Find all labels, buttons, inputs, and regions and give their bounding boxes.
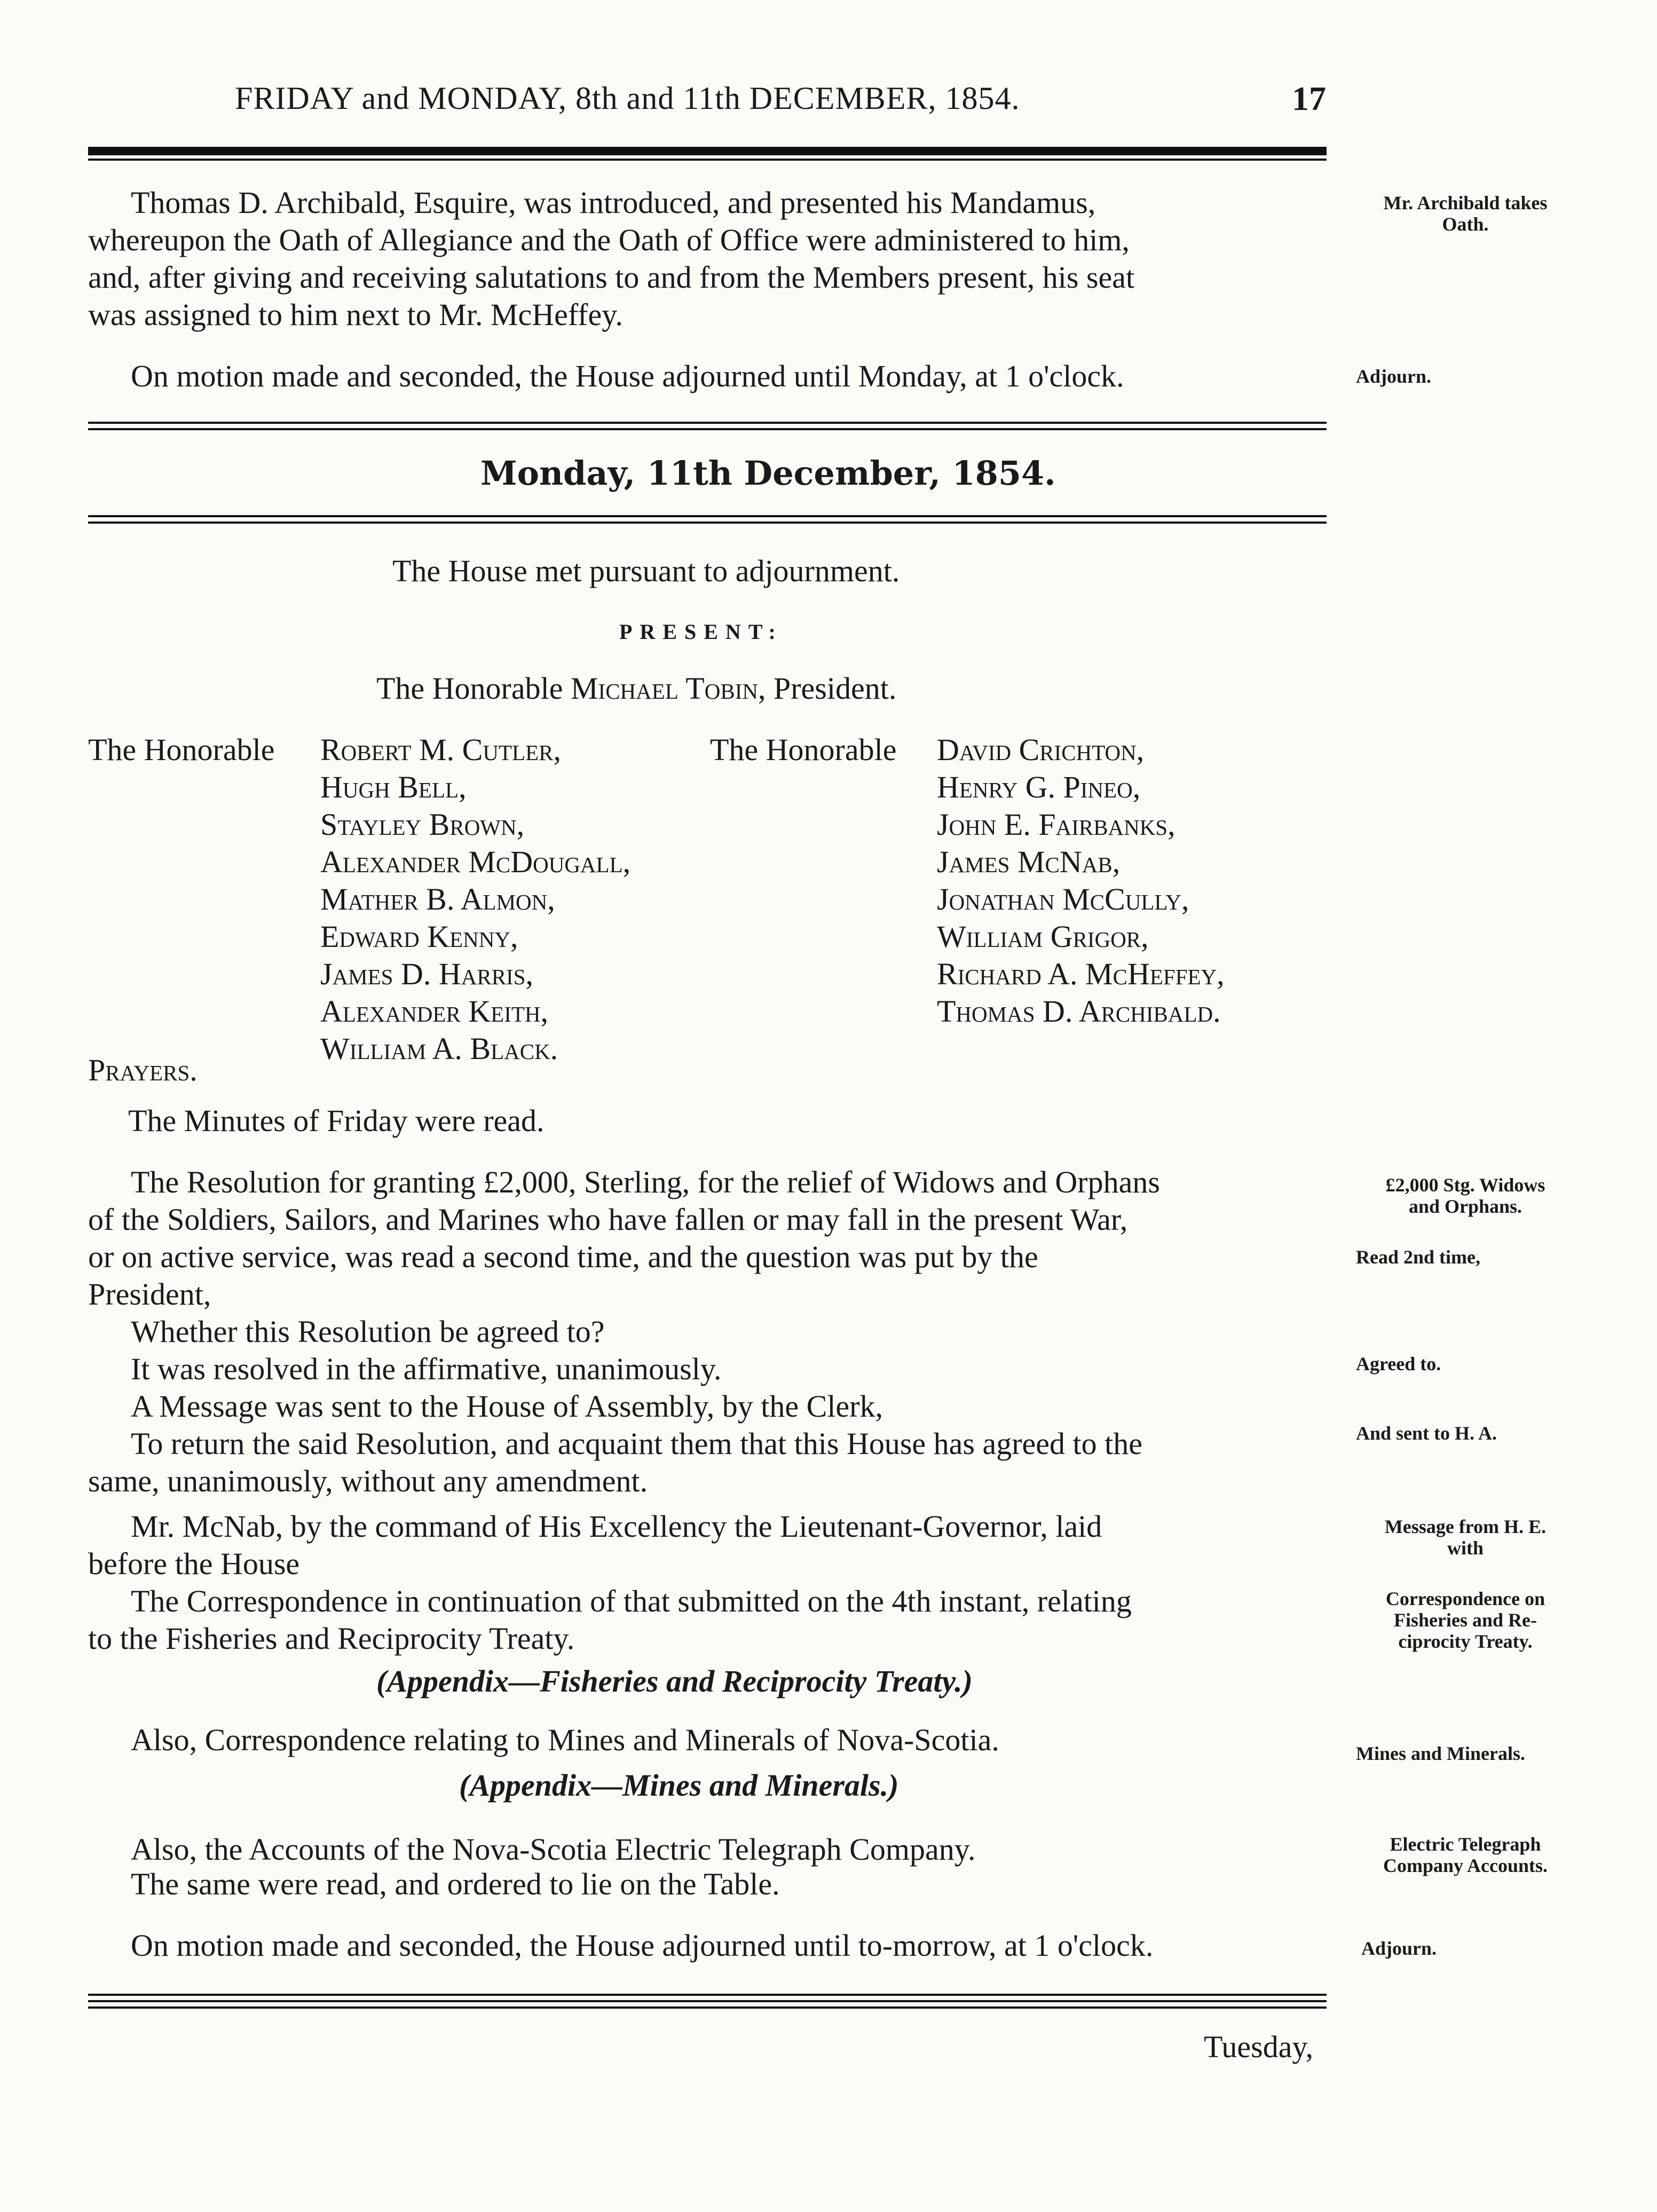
paragraph-line: To return the said Resolution, and acquaint them that this House has agreed to the <box>131 1426 1142 1461</box>
paragraph-line: was assigned to him next to Mr. McHeffey. <box>88 297 623 332</box>
also-mines-text: Also, Correspondence relating to Mines and Minerals of Nova-Scotia. <box>131 1723 999 1757</box>
margin-note-archibald <box>1345 192 1585 235</box>
paragraph-line: President, <box>88 1277 211 1312</box>
margin-note-line: Oath. <box>1442 214 1489 235</box>
margin-note-telegraph <box>1345 1834 1585 1876</box>
member-name: Thomas D. Archibald. <box>937 994 1221 1029</box>
date-heading: Monday, 11th December, 1854. <box>480 454 1056 493</box>
margin-note-read-2nd: Read 2nd time, <box>1356 1246 1480 1268</box>
message-paragraph <box>88 1508 1332 1657</box>
paragraph-line: before the House <box>88 1546 300 1581</box>
footer-rule <box>88 2006 1327 2009</box>
margin-note-widows <box>1345 1174 1585 1217</box>
section-rule <box>88 515 1327 517</box>
paragraph-line: The Correspondence in continuation of that submitted on the 4th instant, relating <box>131 1584 1132 1618</box>
member-name: William A. Black. <box>320 1031 558 1066</box>
president-line <box>376 670 896 707</box>
paragraph-line: It was resolved in the affirmative, unanimously. <box>131 1352 722 1386</box>
honorable-prefix-left: The Honorable <box>88 732 275 767</box>
paragraph-line: of the Soldiers, Sailors, and Marines who have fallen or may fall in the present War, <box>88 1202 1128 1237</box>
paragraph-line: A Message was sent to the House of Assembly, by the Clerk, <box>131 1389 883 1424</box>
margin-note-line: Fisheries and Re- <box>1394 1609 1537 1631</box>
margin-note-line: and Orphans. <box>1408 1196 1522 1217</box>
page-number: 17 <box>1292 80 1326 117</box>
adjourn-motion-1: On motion made and seconded, the House adjourned until Monday, at 1 o'clock. <box>131 359 1124 393</box>
header-rule-thin <box>88 159 1327 161</box>
paragraph-line: or on active service, was read a second time, and the question was put by the <box>88 1239 1038 1274</box>
member-name: John E. Fairbanks, <box>937 807 1175 842</box>
president-name: Michael Tobin <box>570 671 758 706</box>
member-name: Alexander Keith, <box>320 994 549 1029</box>
margin-note-message <box>1345 1516 1585 1559</box>
prayers-label: Prayers. <box>88 1053 198 1087</box>
paragraph-line: same, unanimously, without any amendment. <box>88 1464 648 1498</box>
member-name: Richard A. McHeffey, <box>937 957 1225 991</box>
margin-note-sent: And sent to H. A. <box>1356 1423 1497 1444</box>
margin-note-line: Mr. Archibald takes <box>1383 192 1548 214</box>
archibald-paragraph <box>88 184 1332 334</box>
member-name: Robert M. Cutler, <box>320 732 561 767</box>
also-telegraph-text: Also, the Accounts of the Nova-Scotia Electric Telegraph Company. <box>131 1832 976 1867</box>
section-rule <box>88 428 1327 430</box>
paragraph-line: Whether this Resolution be agreed to? <box>131 1314 605 1349</box>
margin-note-line: Correspondence on <box>1385 1588 1545 1609</box>
appendix-mines: (Appendix—Mines and Minerals.) <box>459 1768 899 1803</box>
paragraph-line: Thomas D. Archibald, Esquire, was introduced, and presented his Mandamus, <box>131 185 1096 220</box>
margin-note-adjourn-1: Adjourn. <box>1356 366 1432 387</box>
member-name: David Crichton, <box>937 732 1145 767</box>
minutes-read: The Minutes of Friday were read. <box>128 1103 545 1138</box>
section-rule <box>88 522 1327 524</box>
margin-note-correspondence <box>1345 1588 1585 1652</box>
margin-note-line: Company Accounts. <box>1383 1855 1548 1876</box>
member-name: Alexander McDougall, <box>320 844 631 879</box>
members-left-column <box>320 731 630 1068</box>
house-met-text: The House met pursuant to adjournment. <box>392 554 900 588</box>
member-name: James D. Harris, <box>320 957 534 991</box>
honorable-prefix-right: The Honorable <box>710 732 897 767</box>
paragraph-line: and, after giving and receiving salutations to and from the Members present, his seat <box>88 260 1135 295</box>
header-rule-thick <box>88 147 1327 155</box>
margin-note-line: Electric Telegraph <box>1390 1834 1541 1855</box>
member-name: James McNab, <box>937 844 1121 879</box>
honorific: The Honorable <box>376 671 563 706</box>
resolution-paragraph <box>88 1164 1332 1500</box>
member-name: Stayley Brown, <box>320 807 525 842</box>
paragraph-line: The Resolution for granting £2,000, Sterling, for the relief of Widows and Orphans <box>131 1165 1160 1199</box>
margin-note-line: with <box>1447 1537 1484 1559</box>
paragraph-line: whereupon the Oath of Allegiance and the Oath of Office were administered to him, <box>88 223 1130 257</box>
adjourn-motion-2: On motion made and seconded, the House adjourned until to-morrow, at 1 o'clock. <box>131 1928 1154 1963</box>
footer-rule <box>88 1994 1327 1996</box>
running-head: FRIDAY and MONDAY, 8th and 11th DECEMBER, 1854. <box>235 81 1020 116</box>
members-right-column <box>937 731 1225 1030</box>
present-label: PRESENT: <box>619 620 783 644</box>
member-name: Jonathan McCully, <box>937 882 1189 917</box>
member-name: Henry G. Pineo, <box>937 770 1141 804</box>
margin-note-adjourn-2: Adjourn. <box>1361 1938 1437 1959</box>
member-name: William Grigor, <box>937 919 1149 954</box>
paragraph-line: to the Fisheries and Reciprocity Treaty. <box>88 1621 575 1656</box>
member-name: Edward Kenny, <box>320 919 518 954</box>
catchword: Tuesday, <box>1204 2029 1314 2064</box>
margin-note-line: £2,000 Stg. Widows <box>1385 1174 1545 1196</box>
margin-note-line: Message from H. E. <box>1384 1516 1546 1537</box>
paragraph-line: Mr. McNab, by the command of His Excellency the Lieutenant-Governor, laid <box>131 1509 1102 1544</box>
appendix-fisheries: (Appendix—Fisheries and Reciprocity Treaty.) <box>376 1664 973 1698</box>
president-title: , President. <box>758 671 897 706</box>
footer-rule <box>88 2000 1327 2002</box>
member-name: Hugh Bell, <box>320 770 467 804</box>
margin-note-agreed: Agreed to. <box>1356 1353 1441 1374</box>
section-rule <box>88 422 1327 424</box>
read-table-text: The same were read, and ordered to lie on the Table. <box>131 1867 780 1901</box>
margin-note-mines: Mines and Minerals. <box>1356 1743 1526 1764</box>
margin-note-line: ciprocity Treaty. <box>1398 1631 1533 1652</box>
member-name: Mather B. Almon, <box>320 882 555 917</box>
